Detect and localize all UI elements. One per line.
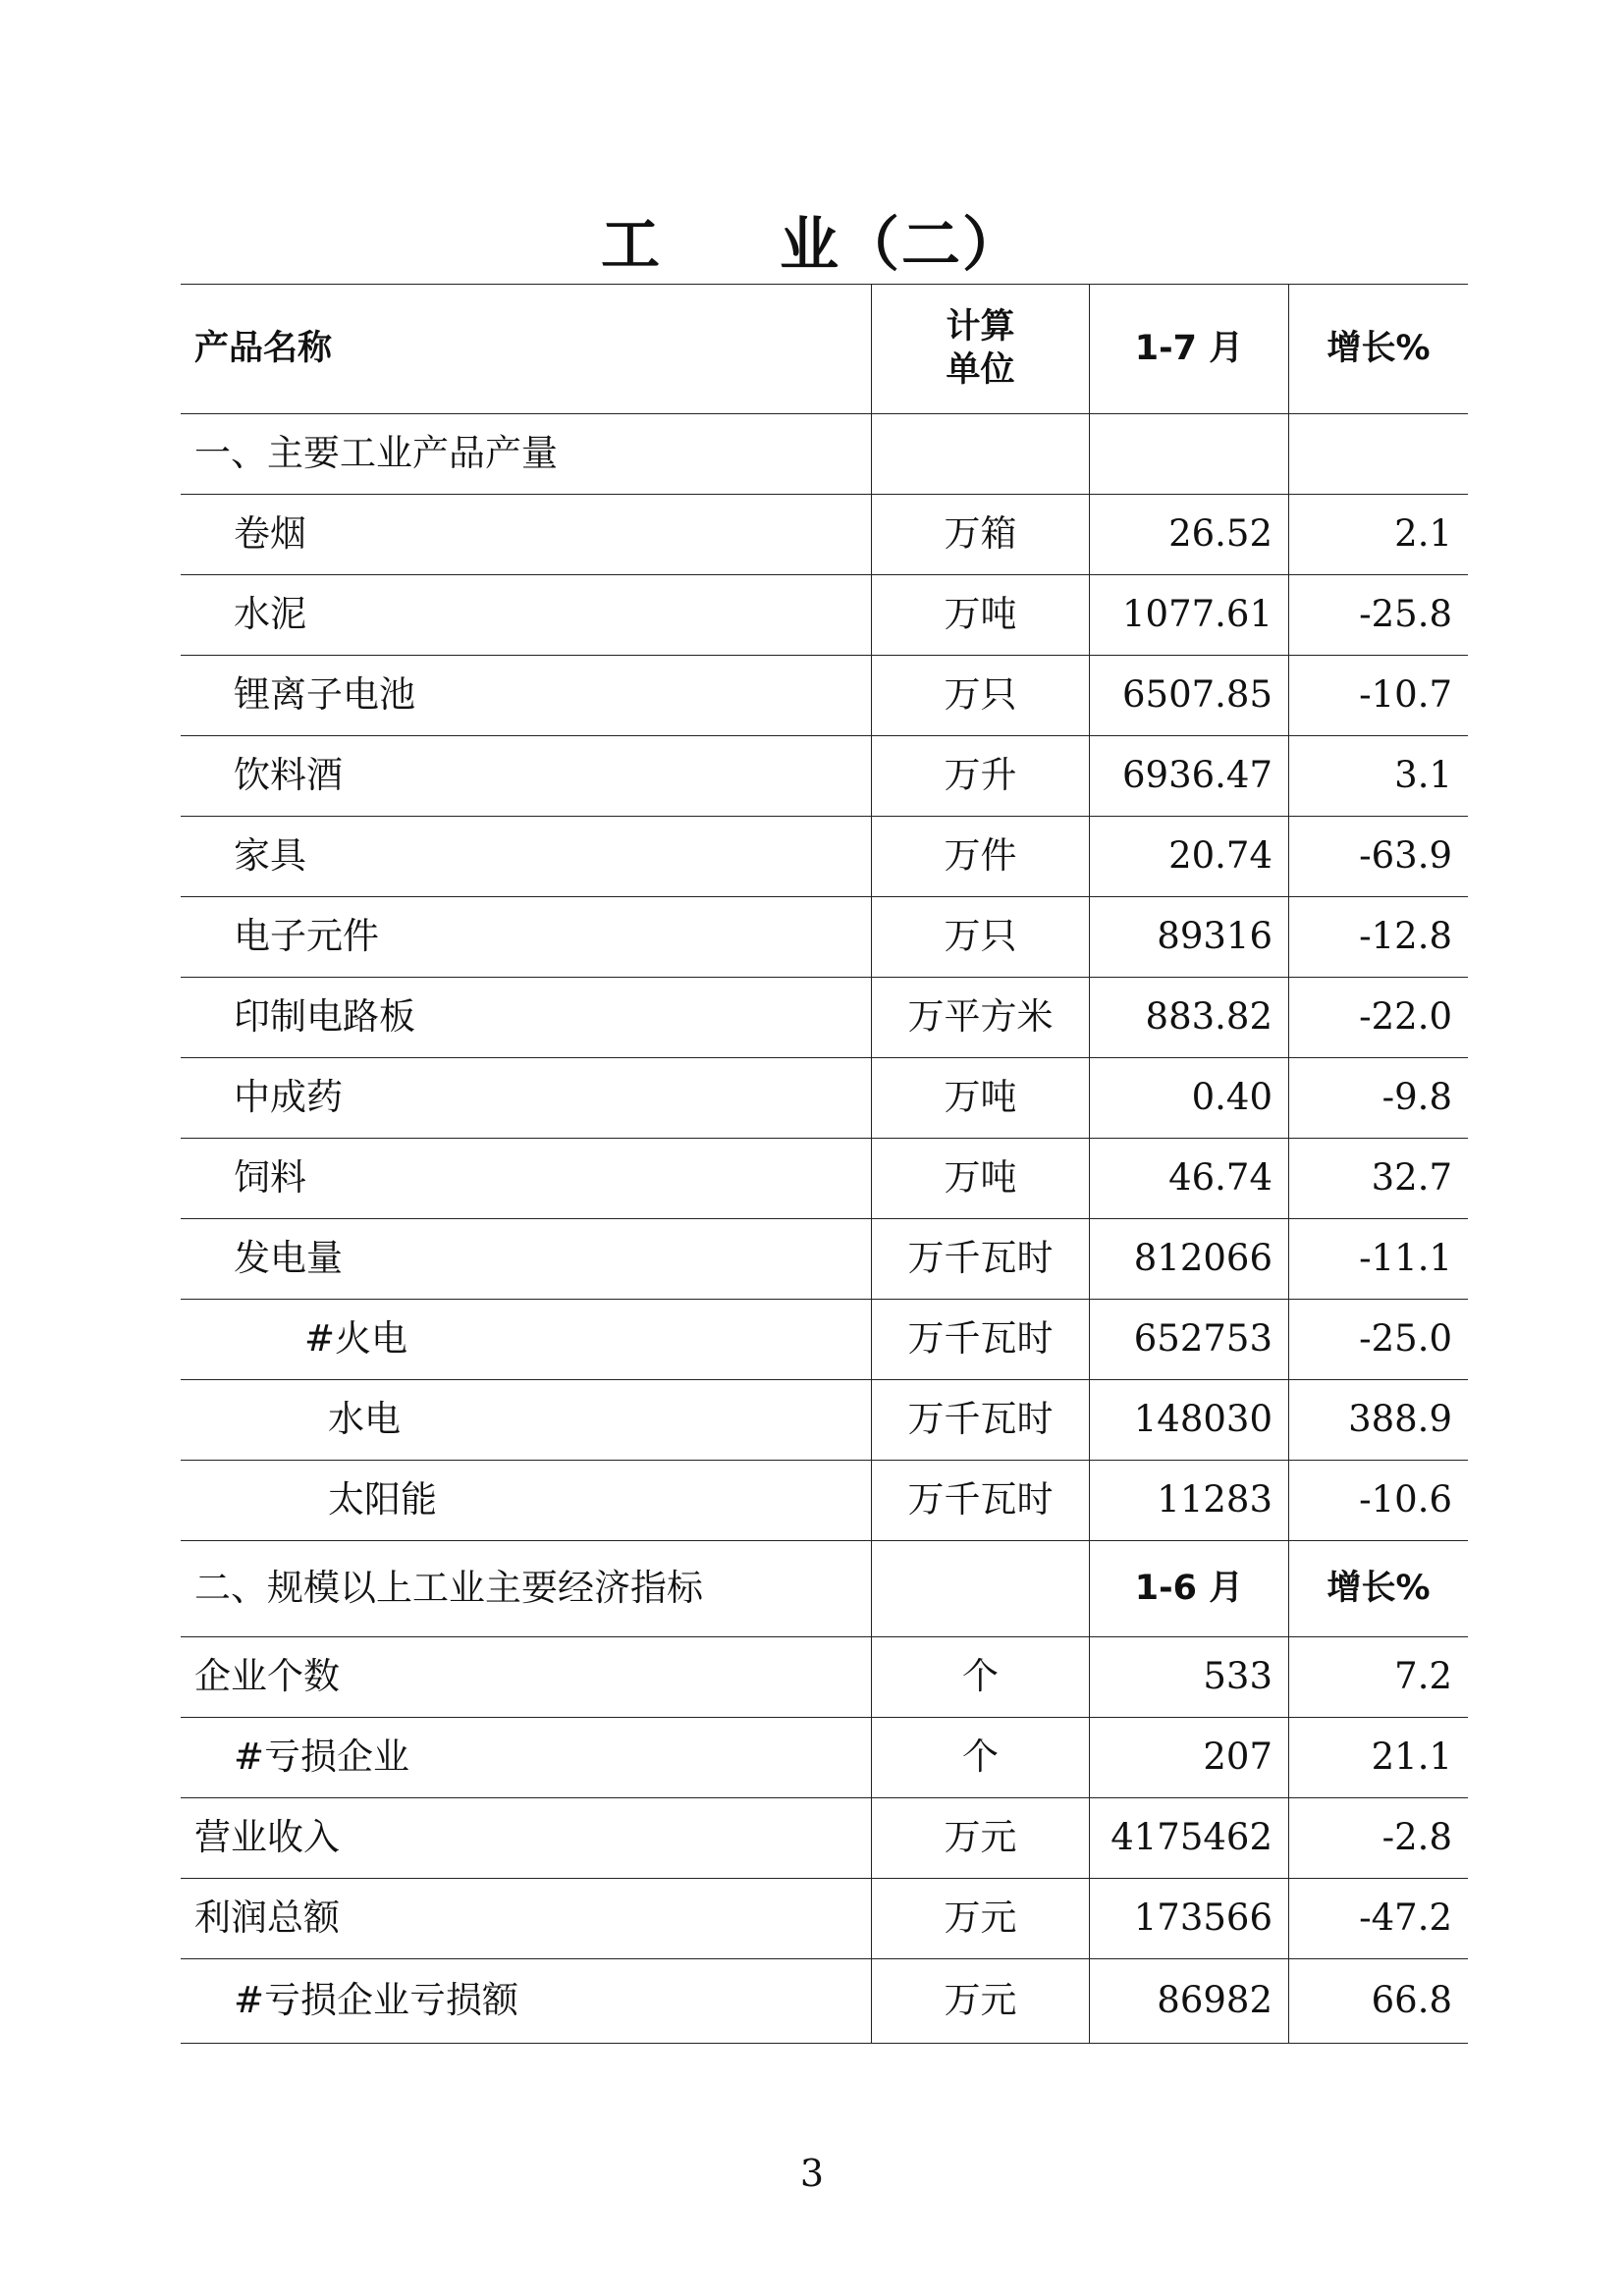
row-growth: -10.7 bbox=[1289, 656, 1469, 736]
row-name: 利润总额 bbox=[181, 1879, 872, 1959]
section2-label: 二、规模以上工业主要经济指标 bbox=[181, 1541, 872, 1637]
row-growth: 7.2 bbox=[1289, 1637, 1469, 1718]
row-name: #亏损企业亏损额 bbox=[181, 1959, 872, 2044]
row-unit: 万件 bbox=[872, 817, 1090, 897]
row-unit: 万千瓦时 bbox=[872, 1219, 1090, 1300]
row-unit: 个 bbox=[872, 1637, 1090, 1718]
section1-growth-empty bbox=[1289, 414, 1469, 495]
table-row bbox=[181, 495, 1468, 575]
row-unit: 万吨 bbox=[872, 1058, 1090, 1139]
row-name: 家具 bbox=[181, 817, 872, 897]
row-value: 652753 bbox=[1090, 1300, 1289, 1380]
row-value: 86982 bbox=[1090, 1959, 1289, 2044]
industry-table bbox=[181, 284, 1468, 2044]
section1-row bbox=[181, 414, 1468, 495]
table-row bbox=[181, 575, 1468, 656]
section2-growth: 增长% bbox=[1289, 1541, 1469, 1637]
page-number: 3 bbox=[799, 2152, 825, 2195]
table-row bbox=[181, 656, 1468, 736]
row-growth: -9.8 bbox=[1289, 1058, 1469, 1139]
section2-row bbox=[181, 1541, 1468, 1637]
row-name: 发电量 bbox=[181, 1219, 872, 1300]
row-growth: -11.1 bbox=[1289, 1219, 1469, 1300]
table-row bbox=[181, 1219, 1468, 1300]
row-unit: 万吨 bbox=[872, 575, 1090, 656]
table-row bbox=[181, 1879, 1468, 1959]
row-growth: -22.0 bbox=[1289, 978, 1469, 1058]
header-period: 1-7 月 bbox=[1090, 285, 1289, 414]
table-row bbox=[181, 1058, 1468, 1139]
row-unit: 万只 bbox=[872, 897, 1090, 978]
table-row bbox=[181, 1139, 1468, 1219]
row-value: 4175462 bbox=[1090, 1798, 1289, 1879]
table-row bbox=[181, 897, 1468, 978]
row-growth: -25.8 bbox=[1289, 575, 1469, 656]
table-row bbox=[181, 1461, 1468, 1541]
row-unit: 万元 bbox=[872, 1959, 1090, 2044]
table-row bbox=[181, 978, 1468, 1058]
row-value: 20.74 bbox=[1090, 817, 1289, 897]
row-value: 46.74 bbox=[1090, 1139, 1289, 1219]
row-unit: 万千瓦时 bbox=[872, 1300, 1090, 1380]
row-value: 11283 bbox=[1090, 1461, 1289, 1541]
row-value: 148030 bbox=[1090, 1380, 1289, 1461]
row-value: 6507.85 bbox=[1090, 656, 1289, 736]
row-unit: 万吨 bbox=[872, 1139, 1090, 1219]
row-unit: 万平方米 bbox=[872, 978, 1090, 1058]
row-name: 印制电路板 bbox=[181, 978, 872, 1058]
header-growth: 增长% bbox=[1289, 285, 1469, 414]
header-unit-line1: 计算 bbox=[946, 306, 1015, 347]
row-name: 饲料 bbox=[181, 1139, 872, 1219]
table-row bbox=[181, 1637, 1468, 1718]
row-growth: -47.2 bbox=[1289, 1879, 1469, 1959]
section1-label: 一、主要工业产品产量 bbox=[181, 414, 872, 495]
row-value: 6936.47 bbox=[1090, 736, 1289, 817]
page-title bbox=[0, 198, 1624, 283]
table-row bbox=[181, 817, 1468, 897]
row-name: 企业个数 bbox=[181, 1637, 872, 1718]
title-part-left: 工 bbox=[601, 211, 662, 280]
row-growth: 3.1 bbox=[1289, 736, 1469, 817]
table-row bbox=[181, 1959, 1468, 2044]
row-name: 营业收入 bbox=[181, 1798, 872, 1879]
row-value: 533 bbox=[1090, 1637, 1289, 1718]
row-value: 883.82 bbox=[1090, 978, 1289, 1058]
row-value: 0.40 bbox=[1090, 1058, 1289, 1139]
row-name: 卷烟 bbox=[181, 495, 872, 575]
row-name: 锂离子电池 bbox=[181, 656, 872, 736]
row-name: 太阳能 bbox=[181, 1461, 872, 1541]
row-name: #亏损企业 bbox=[181, 1718, 872, 1798]
row-unit: 万只 bbox=[872, 656, 1090, 736]
row-growth: -63.9 bbox=[1289, 817, 1469, 897]
row-unit: 万千瓦时 bbox=[872, 1461, 1090, 1541]
row-unit: 万升 bbox=[872, 736, 1090, 817]
header-product-name: 产品名称 bbox=[181, 285, 872, 414]
row-growth: 2.1 bbox=[1289, 495, 1469, 575]
table-row bbox=[181, 1798, 1468, 1879]
table-row bbox=[181, 1380, 1468, 1461]
row-value: 1077.61 bbox=[1090, 575, 1289, 656]
row-name: 水电 bbox=[181, 1380, 872, 1461]
row-value: 26.52 bbox=[1090, 495, 1289, 575]
row-unit: 万元 bbox=[872, 1798, 1090, 1879]
header-unit bbox=[872, 285, 1090, 414]
section2-unit-empty bbox=[872, 1541, 1090, 1637]
row-unit: 个 bbox=[872, 1718, 1090, 1798]
row-growth: -10.6 bbox=[1289, 1461, 1469, 1541]
row-growth: -2.8 bbox=[1289, 1798, 1469, 1879]
section1-unit-empty bbox=[872, 414, 1090, 495]
table-row bbox=[181, 1300, 1468, 1380]
row-unit: 万元 bbox=[872, 1879, 1090, 1959]
row-growth: -12.8 bbox=[1289, 897, 1469, 978]
row-growth: 388.9 bbox=[1289, 1380, 1469, 1461]
title-part-right: 业（二） bbox=[780, 211, 1023, 280]
row-name: #火电 bbox=[181, 1300, 872, 1380]
row-growth: 66.8 bbox=[1289, 1959, 1469, 2044]
row-name: 水泥 bbox=[181, 575, 872, 656]
row-value: 173566 bbox=[1090, 1879, 1289, 1959]
table-row bbox=[181, 736, 1468, 817]
row-value: 207 bbox=[1090, 1718, 1289, 1798]
row-name: 饮料酒 bbox=[181, 736, 872, 817]
row-unit: 万箱 bbox=[872, 495, 1090, 575]
row-name: 中成药 bbox=[181, 1058, 872, 1139]
row-value: 89316 bbox=[1090, 897, 1289, 978]
row-unit: 万千瓦时 bbox=[872, 1380, 1090, 1461]
row-value: 812066 bbox=[1090, 1219, 1289, 1300]
table-header-row bbox=[181, 285, 1468, 414]
row-growth: 32.7 bbox=[1289, 1139, 1469, 1219]
row-growth: 21.1 bbox=[1289, 1718, 1469, 1798]
section1-value-empty bbox=[1090, 414, 1289, 495]
row-growth: -25.0 bbox=[1289, 1300, 1469, 1380]
header-unit-line2: 单位 bbox=[946, 349, 1015, 390]
section2-period: 1-6 月 bbox=[1090, 1541, 1289, 1637]
row-name: 电子元件 bbox=[181, 897, 872, 978]
table-row bbox=[181, 1718, 1468, 1798]
